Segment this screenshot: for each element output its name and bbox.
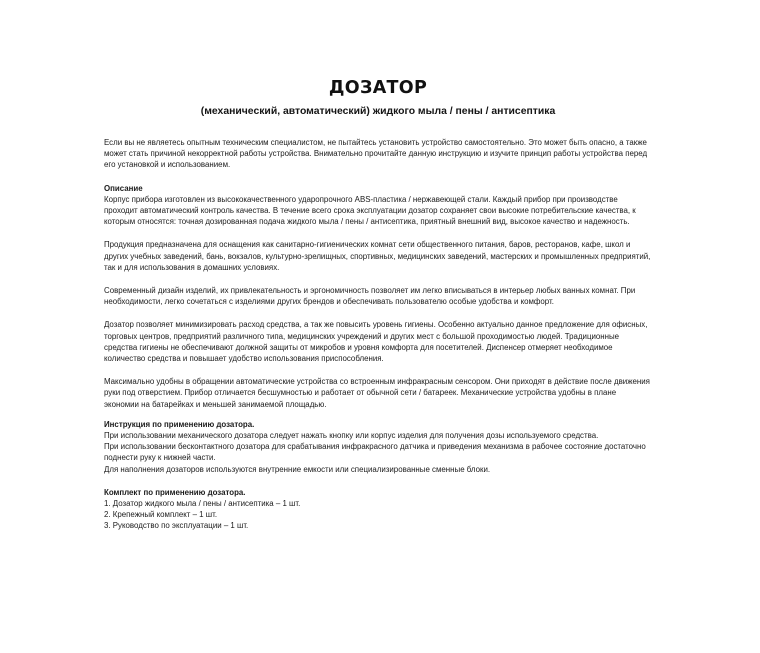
description-heading: Описание [104,183,143,193]
description-paragraph-5: Максимально удобны в обращении автоматические устройства со встроенным инфракрасным сенсором. Они приходят в действие после движения руки под отверстием. Прибор отличается бесшумностью и работает от обычной сети / батареек. Механические устройства удобны в плане экономии на батарейках и меньшей занимаемой площадью. [104,377,650,409]
usage-heading: Инструкция по применению дозатора. [104,419,255,429]
description-paragraph-3: Современный дизайн изделий, их привлекательность и эргономичность позволяет им легко вписываться в интерьер любых ванных комнат. При необходимости, легко сочетаться с изделиями других брендов и обеспечивать пользователю особые удобства и комфорт. [104,286,636,307]
description-paragraph-2: Продукция предназначена для оснащения как санитарно-гигиенических комнат сети общественного питания, баров, ресторанов, кафе, школ и других учебных заведений, бань, вокзалов, культурно-зрелищных, спортивных, медицинских заведений, мастерских и промышленных предприятий, так и для использования в домашних условиях. [104,240,651,272]
intro-paragraph: Если вы не являетесь опытным техническим специалистом, не пытайтесь установить устройство самостоятельно. Это может быть опасно, а также может стать причиной некорректной работы устройства. Внимательно прочитайте данную инструкцию и изучите принцип работы устройства перед его установкой и использованием. [104,138,648,170]
usage-paragraph-3: Для наполнения дозаторов используются внутренние емкости или специализированные сменные блоки. [104,464,491,474]
kit-item: 2. Крепежный комплект – 1 шт. [104,510,218,520]
document-subtitle: (механический, автоматический) жидкого мыла / пены / антисептика [200,106,556,117]
usage-paragraph-2: При использовании бесконтактного дозатора для срабатывания инфракрасного датчика и приведения механизма в рабочее состояние достаточно поднести руку к нижней части. [104,442,646,463]
document-body [104,137,652,532]
description-paragraph-4: Дозатор позволяет минимизировать расход средства, а так же повысить уровень гигиены. Особенно актуально данное предложение для офисных, торговых центров, предприятий различного типа, медицинских учреждений и других мест с большой проходимостью людей. Традиционные средства гигиены не обеспечивают должной защиты от микробов и уровня комфорта для посетителей. Диспенсер отмеряет необходимое количество средства и повышает удобство использования приспособления. [104,320,648,364]
kit-item: 1. Дозатор жидкого мыла / пены / антисептика – 1 шт. [104,499,301,509]
document-title: ДОЗАТОР [328,78,428,98]
kit-heading: Комплект по применению дозатора. [104,487,246,497]
description-paragraph-1: Корпус прибора изготовлен из высококачественного ударопрочного ABS-пластика / нержавеющей стали. Каждый прибор при производстве проходит автоматический контроль качества. В течение всего срока эксплуатации дозатор сохраняет свои высокие потребительские качества, к которым относятся: точная дозированная подача жидкого мыла / пены / антисептика, приятный внешний вид, высокое качество и надежность. [104,194,636,227]
kit-list [104,498,652,532]
instruction-document [104,78,652,532]
usage-paragraph-1: При использовании механического дозатора следует нажать кнопку или корпус изделия для получения дозы используемого средства. [104,431,599,441]
kit-item: 3. Руководство по эксплуатации – 1 шт. [104,521,249,531]
